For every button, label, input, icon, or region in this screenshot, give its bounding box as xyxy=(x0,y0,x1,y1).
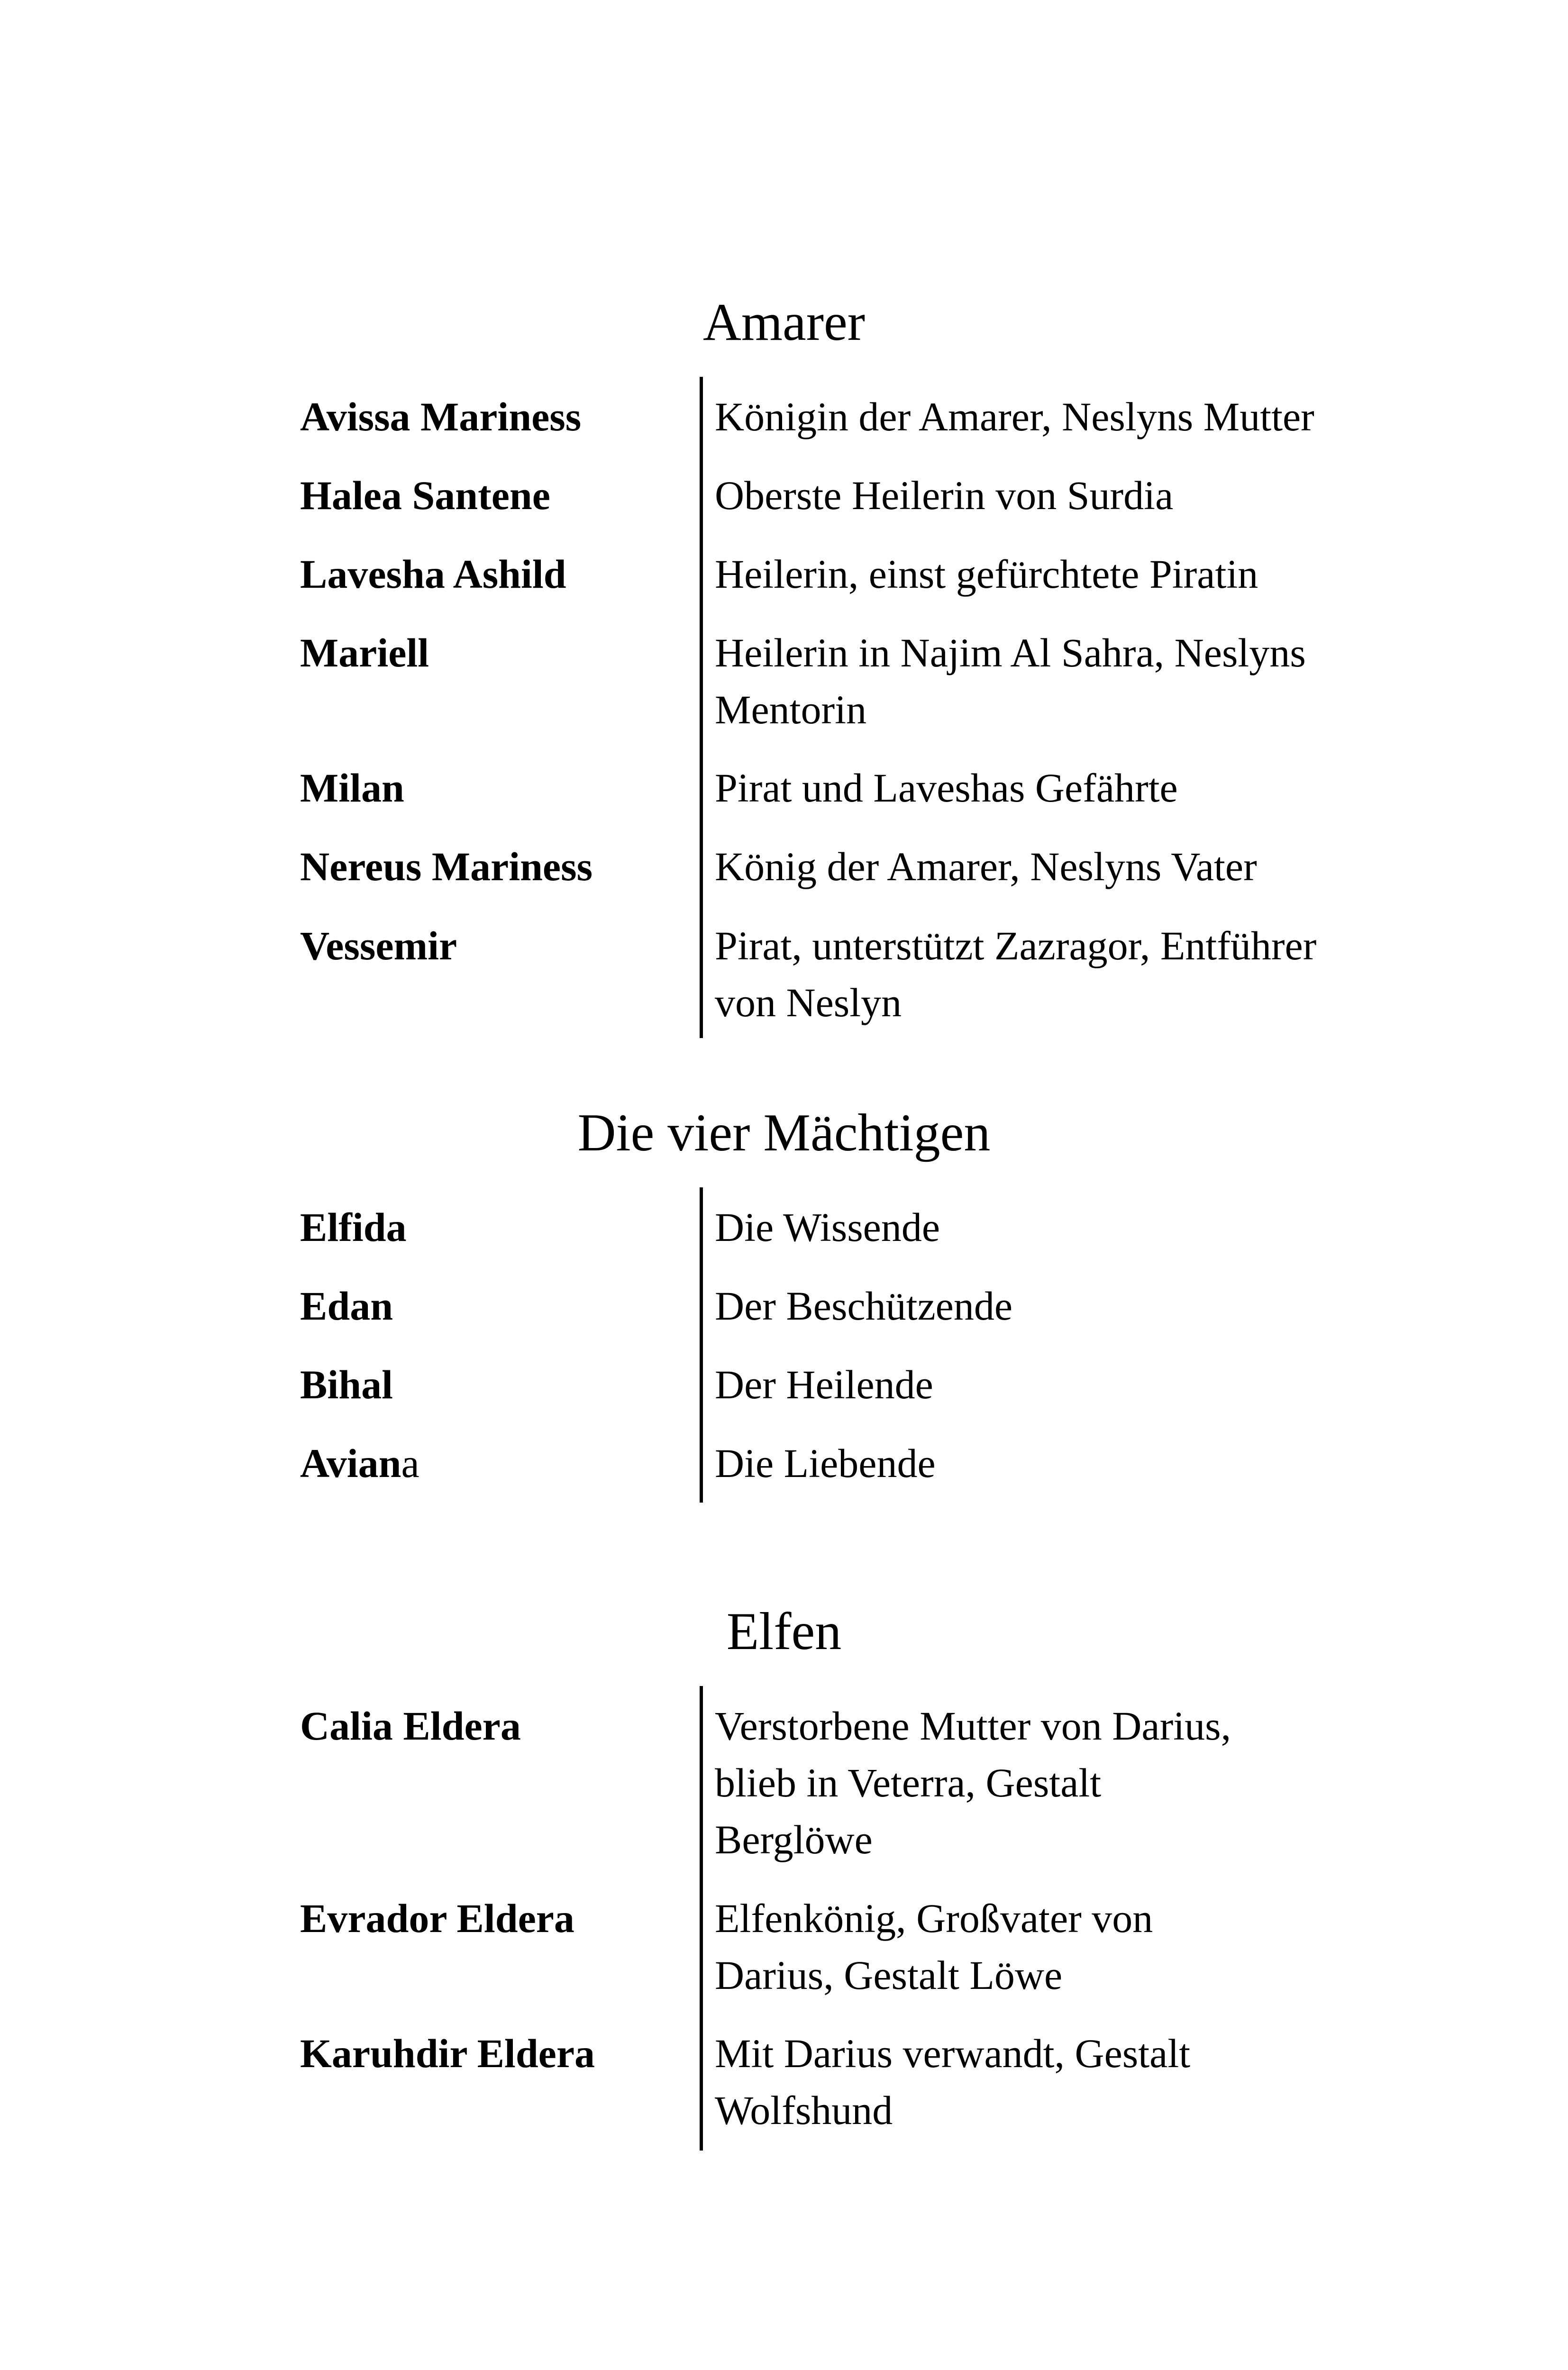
character-description: Königin der Amarer, Neslyns Mutter xyxy=(715,394,1314,439)
character-name: Avissa Mariness xyxy=(300,394,582,439)
section-heading-die-vier-maechtigen: Die vier Mächtigen xyxy=(577,1103,991,1162)
character-description: Die Wissende xyxy=(715,1204,940,1250)
column-divider xyxy=(700,377,703,1038)
character-description: Pirat, unterstützt Zazragor, Entführer von Neslyn xyxy=(715,923,1317,1025)
column-divider xyxy=(700,1187,703,1503)
character-name: Nereus Mariness xyxy=(300,844,593,889)
section-amarer xyxy=(300,377,1381,1038)
section-heading-elfen: Elfen xyxy=(726,1602,842,1661)
character-description: Pirat und Laveshas Gefährte xyxy=(715,765,1178,811)
character-description: Der Beschützende xyxy=(715,1283,1012,1329)
section-die-vier-maechtigen xyxy=(300,1187,1381,1503)
character-name: Aviana xyxy=(300,1440,419,1486)
character-name: Vessemir xyxy=(300,923,457,968)
character-name: Evrador Eldera xyxy=(300,1896,574,1941)
character-description: Verstorbene Mutter von Darius, blieb in Veterra, Gestalt Berglöwe xyxy=(715,1703,1231,1862)
character-name: Elfida xyxy=(300,1204,407,1250)
section-heading-amarer: Amarer xyxy=(702,293,865,352)
character-name: Karuhdir Eldera xyxy=(300,2031,595,2076)
character-name: Milan xyxy=(300,765,404,811)
character-description: Die Liebende xyxy=(715,1440,936,1486)
character-description: Heilerin in Najim Al Sahra, Neslyns Mentorin xyxy=(715,630,1306,732)
character-name: Mariell xyxy=(300,630,429,675)
character-name: Edan xyxy=(300,1283,393,1329)
character-name: Lavesha Ashild xyxy=(300,551,566,597)
character-description: Heilerin, einst gefürchtete Piratin xyxy=(715,551,1258,597)
character-description: Elfenkönig, Großvater von Darius, Gestalt Löwe xyxy=(715,1896,1153,1998)
character-name: Calia Eldera xyxy=(300,1703,521,1749)
character-name: Bihal xyxy=(300,1362,393,1407)
character-name: Halea Santene xyxy=(300,473,550,518)
column-divider xyxy=(700,1686,703,2151)
character-description: König der Amarer, Neslyns Vater xyxy=(715,844,1257,889)
character-description: Oberste Heilerin von Surdia xyxy=(715,473,1174,518)
character-description: Mit Darius verwandt, Gestalt Wolfshund xyxy=(715,2031,1191,2133)
section-elfen xyxy=(300,1686,1381,2151)
character-description: Der Heilende xyxy=(715,1362,933,1407)
